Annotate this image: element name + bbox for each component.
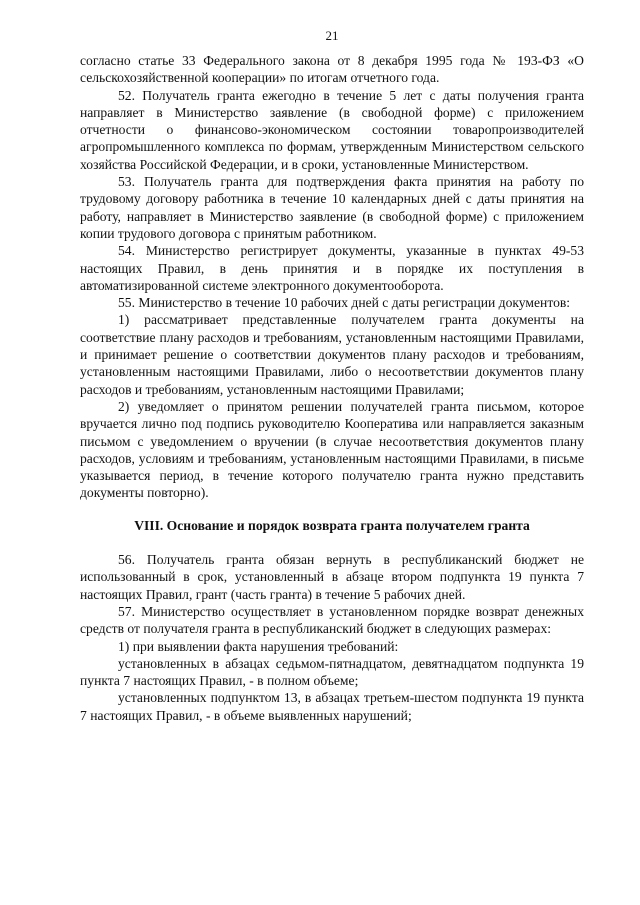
paragraph-53: 53. Получатель гранта для подтверждения факта принятия на работу по трудовому договору работника в течение 10 календарных дней с даты принятия на работу, направляет в Министерство заявление (в свободной форме) с приложением копии трудового договора с принятым работником. <box>80 174 584 241</box>
paragraph-57: 57. Министерство осуществляет в установленном порядке возврат денежных средств от получателя гранта в республиканский бюджет в следующих размерах: <box>80 603 584 637</box>
paragraph-57-item-1: 1) при выявлении факта нарушения требований: <box>118 638 399 654</box>
paragraph-52: 52. Получатель гранта ежегодно в течение 5 лет с даты получения гранта направляет в Министерство заявление (в свободной форме) с приложением отчетности о финансово-экономическом состоянии товаропроизводителей агропромышленного комплекса по формам, утвержденным Министерством сельского хозяйства Российской Федерации, и в сроки, установленные Министерством. <box>80 87 584 172</box>
paragraph-57-item-1-b: установленных подпунктом 13, в абзацах третьем-шестом подпункта 19 пункта 7 настоящих Правил, - в объеме выявленных нарушений; <box>80 690 584 723</box>
page-number: 21 <box>325 28 339 43</box>
paragraph-54: 54. Министерство регистрирует документы, указанные в пунктах 49-53 настоящих Правил, в день принятия и в порядке их поступления в автоматизированной системе электронного документооборота. <box>80 243 584 293</box>
paragraph-57-item-1-a: установленных в абзацах седьмом-пятнадцатом, девятнадцатом подпункта 19 пункта 7 настоящих Правил, - в полном объеме; <box>80 655 584 689</box>
paragraph-55-item-1: 1) рассматривает представленные получателем гранта документы на соответствие плану расходов и требованиям, установленным настоящими Правилами, и принимает решение о соответствии документов плану расходов и требованиям, установленным настоящими Правилами, либо о несоответствии документов плану расходов и требованиям, установленным настоящими Правилами; <box>80 312 584 397</box>
section-heading: VIII. Основание и порядок возврата гранта получателем гранта <box>134 517 530 533</box>
paragraph-55: 55. Министерство в течение 10 рабочих дней с даты регистрации документов: <box>118 295 571 311</box>
paragraph-continuation: согласно статье 33 Федерального закона от 8 декабря 1995 года № 193-ФЗ «О сельскохозяйственной кооперации» по итогам отчетного года. <box>80 53 584 86</box>
paragraph-55-item-2: 2) уведомляет о принятом решении получателей гранта письмом, которое вручается лично под подпись руководителю Кооператива или направляется заказным письмом с уведомлением о вручении (в случае несоответствия документов плану расходов, условиям и требованиям, установленным настоящими Правилами, в письме указывается период, в течение которого получателю гранта нужно представить документы повторно). <box>80 398 584 501</box>
document-page <box>80 28 584 724</box>
paragraph-56: 56. Получатель гранта обязан вернуть в республиканский бюджет не использованный в срок, установленный в абзаце втором подпункта 19 пункта 7 настоящих Правил, грант (часть гранта) в течение 5 рабочих дней. <box>80 552 584 602</box>
